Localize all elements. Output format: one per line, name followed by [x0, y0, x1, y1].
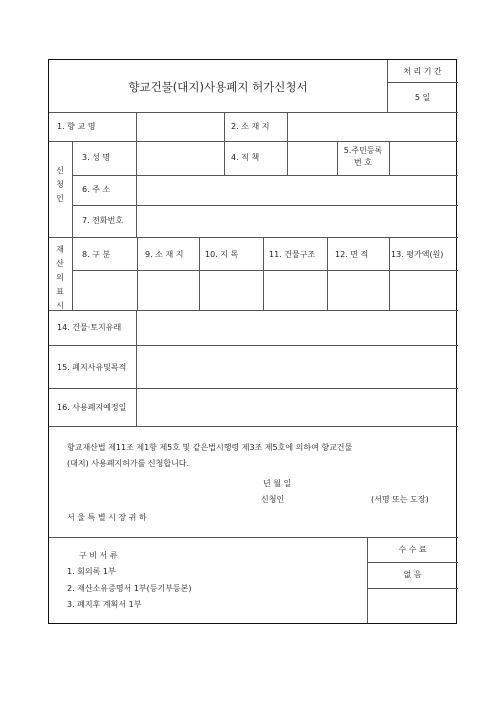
document-item: 1. 회의록 1부 [67, 567, 116, 576]
divider [367, 588, 458, 589]
name-label: 3. 성 명 [82, 153, 111, 162]
property-group-label: 재산의표시 [56, 245, 64, 310]
divider [49, 112, 458, 113]
divider [136, 141, 137, 237]
property-header-structure: 11. 건물구조 [269, 250, 316, 259]
divider [72, 270, 458, 271]
resident-number-label-2: 번 호 [354, 158, 372, 167]
documents-heading: 구 비 서 류 [79, 551, 118, 560]
divider [72, 175, 458, 176]
statement-applicant: 신청인 [261, 495, 285, 504]
applicant-group-label: 신청인 [56, 166, 64, 203]
property-header-location: 9. 소 재 지 [145, 250, 184, 259]
location-label: 2. 소 재 지 [231, 122, 270, 131]
document-item: 2. 재산소유증명서 1부(등기부등본) [67, 584, 192, 593]
divider [49, 426, 458, 427]
divider [287, 141, 288, 175]
fee-value: 없 음 [403, 570, 422, 579]
reversion-label: 14. 건물·토지유래 [57, 323, 122, 332]
divider [72, 141, 73, 237]
document-item: 3. 폐지후 계획서 1부 [67, 600, 142, 609]
divider [72, 205, 458, 206]
statement-signature: (서명 또는 도장) [371, 495, 429, 504]
divider [49, 141, 458, 142]
processing-period-label: 처 리 기 간 [403, 67, 442, 76]
divider [136, 112, 137, 141]
divider [137, 237, 138, 310]
divider [49, 237, 458, 238]
statement-addressee: 서 울 특 별 시 장 귀 하 [67, 513, 147, 522]
scheduled-date-label: 16. 사용폐지예정일 [57, 403, 127, 412]
divider [263, 237, 264, 310]
address-label: 6. 주 소 [82, 185, 111, 194]
property-header-area: 12. 면 적 [335, 250, 369, 259]
divider [199, 237, 200, 310]
divider [387, 82, 458, 83]
occupation-label: 4. 직 책 [231, 153, 260, 162]
statement-line-1: 향교재산법 제11조 제1항 제5호 및 같은법시행령 제3조 제5호에 의하여 향교건물 [67, 443, 353, 452]
divider [287, 112, 288, 141]
divider [49, 388, 458, 389]
processing-period-value: 5 일 [414, 93, 431, 102]
phone-label: 7. 전화번호 [82, 216, 124, 225]
divider [72, 237, 73, 310]
divider [49, 345, 458, 346]
divider [327, 237, 328, 310]
divider [136, 310, 137, 426]
property-header-land-type: 10. 지 목 [205, 250, 239, 259]
divider [49, 310, 458, 311]
divider [224, 141, 225, 175]
school-name-label: 1. 향 교 명 [57, 122, 96, 131]
fee-label: 수 수 료 [398, 545, 427, 554]
property-header-value: 13. 평가액(원) [391, 250, 444, 259]
application-form [48, 59, 457, 624]
property-header-category: 8. 구 분 [82, 250, 111, 259]
divider [224, 112, 225, 141]
resident-number-label: 5.주민등록 [343, 146, 383, 155]
statement-line-2: (대지) 사용폐지허가를 신청합니다. [67, 459, 190, 468]
statement-date: 년 월 일 [263, 479, 292, 488]
divider [389, 141, 390, 175]
reason-label: 15. 폐지사유및목적 [57, 363, 127, 372]
divider [389, 237, 390, 310]
divider [367, 562, 458, 563]
form-title: 향교건물(대지)사용폐지 허가신청서 [128, 80, 308, 94]
divider [49, 537, 458, 538]
